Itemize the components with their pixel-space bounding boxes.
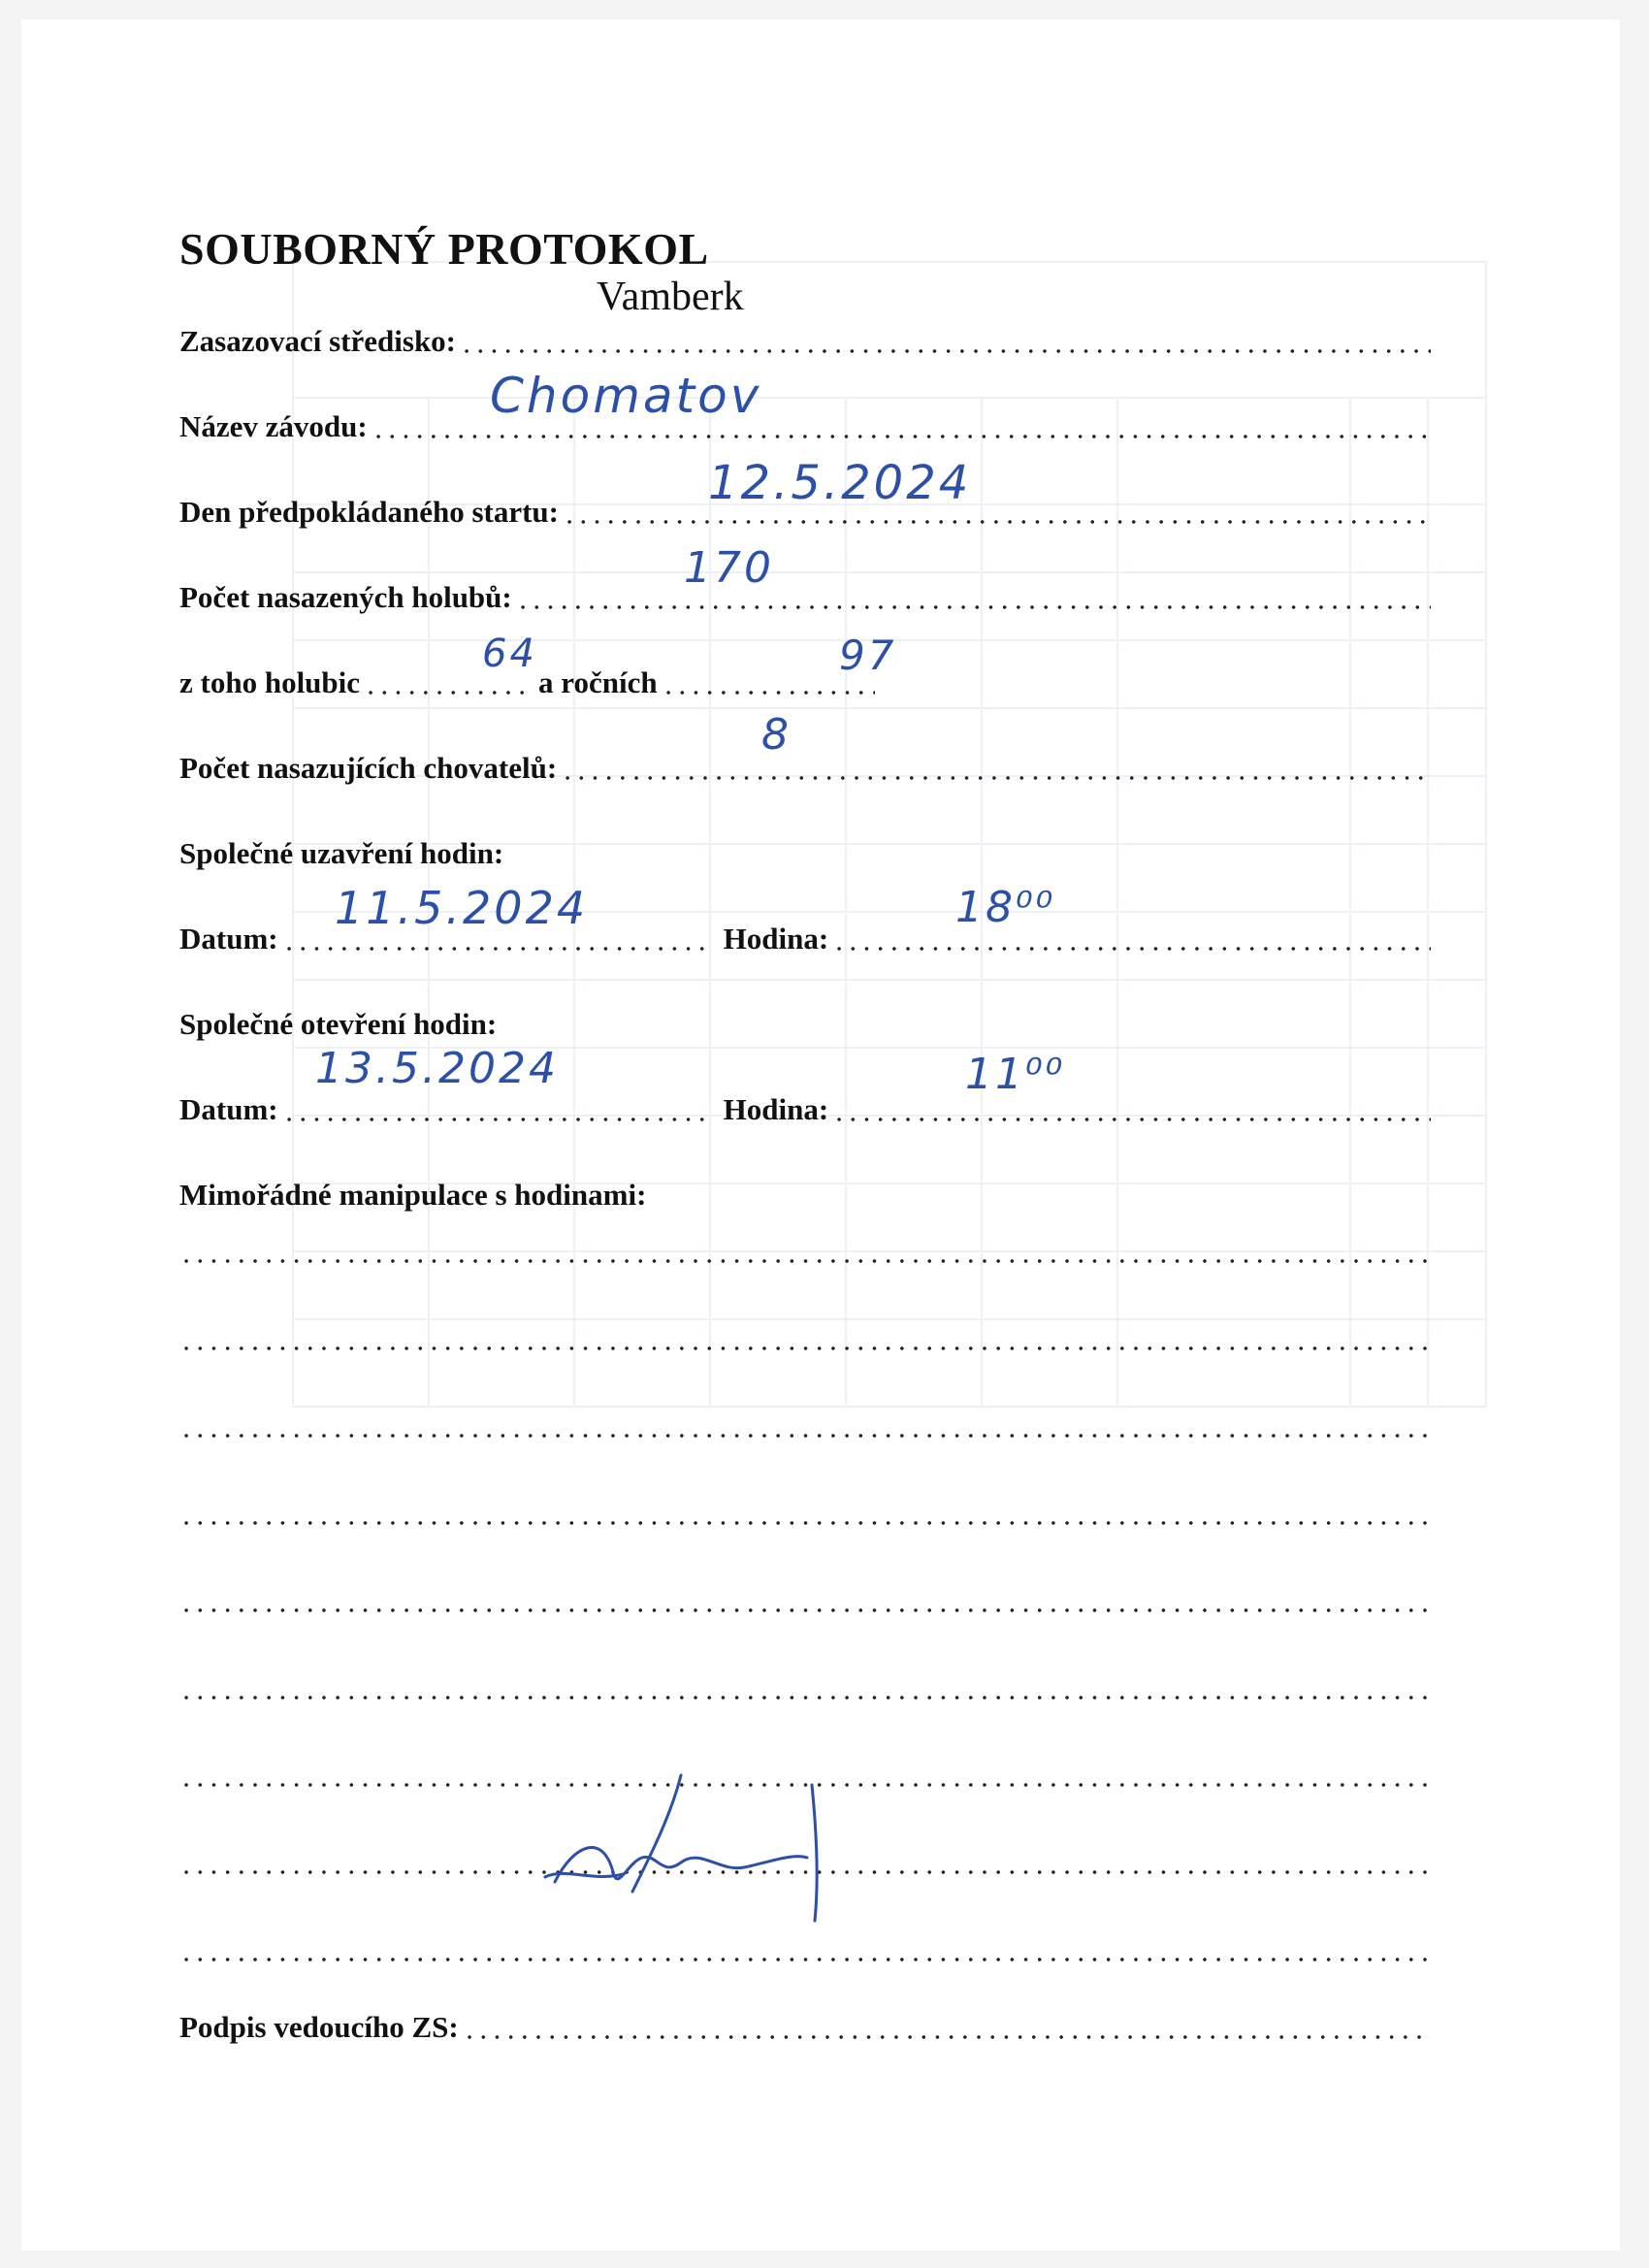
- close-date-label: Datum:: [179, 922, 278, 956]
- manip-line: [179, 1486, 1431, 1525]
- center-dotted-line: [460, 349, 1431, 353]
- document-page: [21, 19, 1620, 2251]
- close-heading: Společné uzavření hodin:: [179, 836, 504, 870]
- document-subtitle: Vamberk: [597, 275, 744, 319]
- open-date-label: Datum:: [179, 1092, 278, 1126]
- manip-line: [179, 1661, 1431, 1700]
- open-date-dotted-line: [282, 1118, 714, 1121]
- manip-line: [179, 1399, 1431, 1438]
- count-label: Počet nasazených holubů:: [179, 580, 512, 614]
- start-row: [179, 456, 1431, 532]
- females-value: 64: [482, 632, 537, 676]
- signature-label: Podpis vedoucího ZS:: [179, 2010, 459, 2044]
- open-heading-row: [179, 1005, 1431, 1044]
- close-date-dotted-line: [282, 947, 714, 951]
- center-label: Zasazovací středisko:: [179, 324, 457, 358]
- manip-line: [179, 1312, 1431, 1350]
- signature-image: [535, 1766, 826, 1930]
- count-dotted-line: [516, 605, 1431, 609]
- yearlings-label: a ročních: [538, 665, 658, 699]
- center-row: [179, 322, 1431, 361]
- signature-row: [179, 2008, 1431, 2047]
- document-title: SOUBORNÝ PROTOKOL: [179, 224, 709, 274]
- open-heading: Společné otevření hodin:: [179, 1007, 498, 1041]
- open-hour-label: Hodina:: [723, 1092, 829, 1126]
- females-row: [179, 632, 1431, 702]
- females-dotted-line: [364, 691, 529, 695]
- close-hour-dotted-line: [832, 947, 1431, 951]
- signature-dotted-line: [463, 2035, 1431, 2039]
- females-label: z toho holubic: [179, 665, 361, 699]
- manip-heading: Mimořádné manipulace s hodinami:: [179, 1178, 647, 1212]
- manip-heading-row: [179, 1176, 1431, 1215]
- manip-line: [179, 1573, 1431, 1612]
- breeders-dotted-line: [561, 776, 1431, 780]
- open-hour-value: 11⁰⁰: [965, 1050, 1066, 1099]
- close-row: [179, 882, 1431, 958]
- open-hour-dotted-line: [832, 1118, 1431, 1121]
- race-label: Název závodu:: [179, 409, 368, 443]
- start-label: Den předpokládaného startu:: [179, 495, 559, 529]
- start-dotted-line: [563, 520, 1431, 524]
- breeders-label: Počet nasazujících chovatelů:: [179, 751, 558, 785]
- close-hour-label: Hodina:: [723, 922, 829, 956]
- count-row: [179, 543, 1431, 617]
- breeders-row: [179, 710, 1431, 788]
- close-heading-row: [179, 834, 1431, 873]
- open-row: [179, 1044, 1431, 1129]
- yearlings-value: 97: [839, 632, 897, 679]
- manip-line: [179, 1224, 1431, 1263]
- close-hour-value: 18⁰⁰: [955, 883, 1056, 932]
- race-row: [179, 368, 1431, 446]
- yearlings-dotted-line: [662, 691, 875, 695]
- race-dotted-line: [372, 435, 1431, 438]
- close-date-value: 11.5.2024: [335, 882, 589, 934]
- start-value: 12.5.2024: [708, 456, 972, 510]
- count-value: 170: [684, 543, 774, 593]
- open-date-value: 13.5.2024: [315, 1044, 559, 1093]
- breeders-value: 8: [761, 710, 792, 760]
- race-value: Chomatov: [490, 368, 762, 424]
